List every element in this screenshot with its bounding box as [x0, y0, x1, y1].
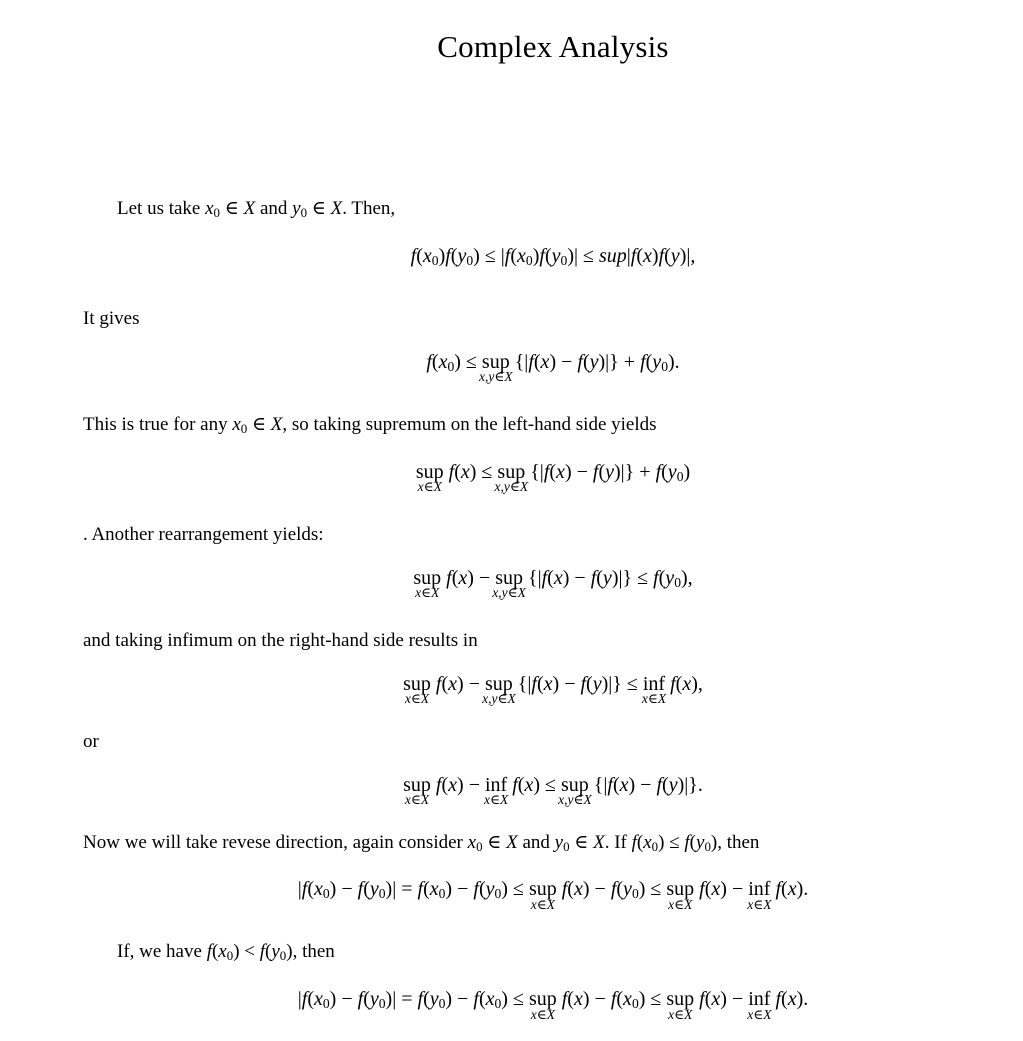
- page-title: Complex Analysis: [437, 29, 669, 64]
- text-run: . If: [604, 831, 632, 853]
- sup-operator: sup x,y∈X: [558, 773, 592, 807]
- sup-operator: sup x∈X: [666, 878, 695, 912]
- text-run: . Another rearrangement yields:: [83, 523, 324, 545]
- inline-math: f(x0) ≤ f(y0): [631, 831, 718, 854]
- inline-math: f(x0) ≤ sup x,y∈X {|f(x) − f(y)|} + f(y0).: [426, 351, 679, 373]
- text-run: , then: [292, 941, 335, 963]
- inline-math: x0 ∈ X: [467, 831, 518, 854]
- text-run: Now we will take revese direction, again consider: [83, 831, 468, 853]
- inline-math: sup x∈X f(x) ≤ sup x,y∈X {|f(x) − f(y)|} + f(y0): [416, 461, 690, 483]
- paragraph: [83, 628, 1023, 654]
- paragraph: [83, 522, 1023, 548]
- document-body: [83, 188, 1023, 1041]
- paragraph: [83, 306, 1023, 332]
- inline-math: sup x∈X f(x) − inf x∈X f(x) ≤ sup x,y∈X {|f(x) − f(y)|}.: [403, 774, 703, 796]
- display-equation: [83, 984, 1023, 1034]
- text-run: , then: [717, 831, 760, 853]
- text-run: If, we have: [117, 941, 207, 963]
- inline-math: |f(x0) − f(y0)| = f(x0) − f(y0) ≤ sup x∈X f(x) − f(y0) ≤ sup x∈X f(x) − inf x∈X f(x).: [298, 878, 809, 900]
- inline-math: y0 ∈ X: [554, 831, 605, 854]
- inf-operator: inf x∈X: [747, 988, 772, 1022]
- sup-operator: sup x∈X: [415, 460, 444, 495]
- text-run: and taking infimum on the right-hand side results in: [83, 629, 478, 651]
- sup-operator: sup x∈X: [413, 566, 442, 600]
- text-run: , so taking supremum on the left-hand side yields: [282, 413, 657, 435]
- text-run: This is true for any: [83, 413, 233, 435]
- display-equation: [83, 457, 1023, 507]
- inline-math: x0 ∈ X: [205, 198, 256, 220]
- text-run: Let us take: [117, 198, 206, 219]
- text-run: It gives: [83, 307, 140, 329]
- paragraph: [83, 196, 1023, 226]
- inline-math: |f(x0) − f(y0)| = f(y0) − f(x0) ≤ sup x∈X f(x) − f(x0) ≤ sup x∈X f(x) − inf x∈X f(x).: [298, 988, 809, 1010]
- paragraph: [83, 729, 1023, 755]
- sup-operator: sup x∈X: [403, 672, 431, 706]
- display-equation: [83, 563, 1023, 613]
- inf-operator: inf x∈X: [641, 672, 667, 706]
- inline-math: f(x0) < f(y0): [206, 941, 293, 964]
- display-equation: [83, 669, 1023, 714]
- display-equation: [83, 874, 1023, 924]
- inf-operator: inf x∈X: [483, 773, 509, 807]
- inline-math: y0 ∈ X: [292, 198, 343, 220]
- sup-operator: sup x∈X: [528, 988, 557, 1022]
- paragraph: [83, 830, 1023, 860]
- inline-math: x0 ∈ X: [232, 413, 283, 436]
- text-run: . Then,: [342, 198, 396, 219]
- text-run: and: [517, 831, 555, 853]
- text-run: and: [255, 198, 293, 219]
- inline-math: sup x∈X f(x) − sup x,y∈X {|f(x) − f(y)|} ≤ f(y0),: [413, 567, 692, 589]
- sup-operator: sup x,y∈X: [494, 460, 529, 495]
- display-equation: [83, 241, 1023, 291]
- sup-operator: sup x∈X: [528, 878, 557, 912]
- sup-operator: sup x∈X: [403, 773, 431, 807]
- text-run: or: [83, 730, 99, 752]
- display-equation: [83, 770, 1023, 815]
- sup-operator: sup x,y∈X: [478, 350, 513, 385]
- inline-math: f(x0)f(y0) ≤ |f(x0)f(y0)| ≤ sup|f(x)f(y)|,: [410, 244, 696, 268]
- paragraph: [83, 412, 1023, 442]
- sup-operator: sup x,y∈X: [492, 566, 526, 600]
- sup-operator: sup x∈X: [666, 988, 695, 1022]
- paragraph: [83, 939, 1023, 969]
- display-equation: [83, 347, 1023, 397]
- inline-math: sup x∈X f(x) − sup x,y∈X {|f(x) − f(y)|} ≤ inf x∈X f(x),: [403, 673, 703, 695]
- sup-operator: sup x,y∈X: [482, 672, 516, 706]
- inf-operator: inf x∈X: [747, 878, 772, 912]
